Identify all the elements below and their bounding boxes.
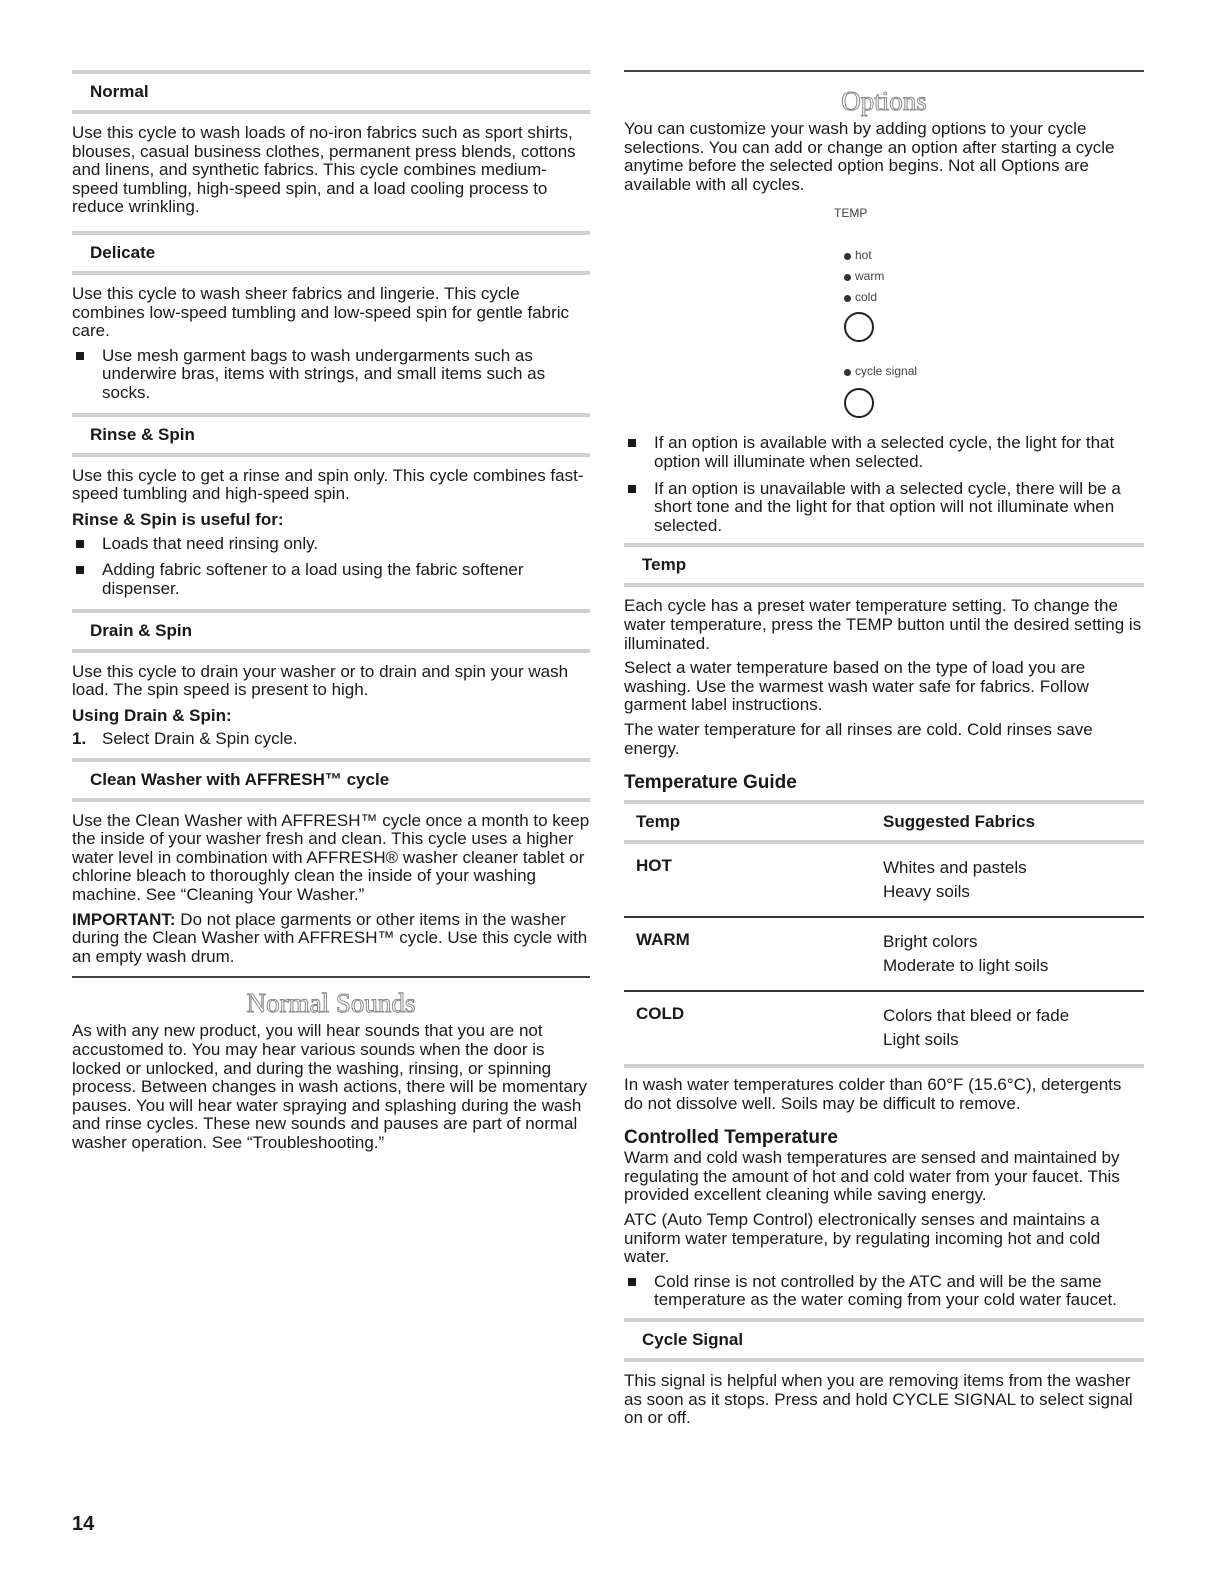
list-item: Loads that need rinsing only.	[72, 535, 590, 554]
bullet-square-icon	[628, 485, 636, 493]
temp-text-3: The water temperature for all rinses are cold. Cold rinses save energy.	[624, 719, 1093, 758]
controlled-bullets	[624, 1273, 1144, 1310]
list-item: If an option is available with a selected cycle, the light for that option will illuminate when selected.	[624, 434, 1144, 471]
temperature-guide-heading: Temperature Guide	[624, 772, 1144, 804]
left-column	[72, 70, 590, 1153]
temp-text-1: Each cycle has a preset water temperature setting. To change the water temperature, press the TEMP button until the desired setting is illuminated.	[624, 596, 1142, 653]
bullet-square-icon	[628, 439, 636, 447]
indicator-light-icon	[844, 369, 851, 376]
table-row: COLD Colors that bleed or fade Light soils	[624, 991, 1144, 1066]
drain-spin-steps	[72, 729, 590, 748]
controlled-temperature-heading: Controlled Temperature	[624, 1127, 838, 1149]
list-item: 1. Select Drain & Spin cycle.	[72, 728, 298, 748]
controlled-text-2: ATC (Auto Temp Control) electronically senses and maintains a uniform water temperature, by regulating incoming hot and cold water.	[624, 1210, 1101, 1267]
cycle-signal-heading: Cycle Signal	[624, 1318, 1144, 1362]
table-header-row	[624, 804, 1144, 842]
list-item: Use mesh garment bags to wash undergarments such as underwire bras, items with strings, and small items such as socks.	[72, 347, 590, 403]
column-header-temp: Temp	[624, 804, 883, 842]
table-row: HOT Whites and pastels Heavy soils	[624, 842, 1144, 917]
list-item: If an option is unavailable with a selected cycle, there will be a short tone and the light for that option will not illuminate when selected.	[624, 480, 1144, 536]
column-header-fabrics: Suggested Fabrics	[883, 804, 1144, 842]
rinse-spin-text: Use this cycle to get a rinse and spin only. This cycle combines fast-speed tumbling and high-speed spin.	[72, 465, 584, 504]
drain-spin-text: Use this cycle to drain your washer or to drain and spin your wash load. The spin speed is present to high.	[72, 661, 569, 700]
indicator-light-icon	[844, 295, 851, 302]
indicator-light-icon	[844, 274, 851, 281]
options-text: You can customize your wash by adding options to your cycle selections. You can add or change an option after starting a cycle anytime before the selected option begins. Not all Options are available with all cycles.	[624, 119, 1115, 194]
options-title: Options	[841, 86, 927, 116]
rinse-spin-heading: Rinse & Spin	[72, 413, 590, 457]
temp-hot-indicator: hot	[844, 248, 872, 262]
temperature-guide-table	[624, 804, 1144, 1068]
normal-text: Use this cycle to wash loads of no-iron fabrics such as sport shirts, blouses, casual business clothes, permanent press blends, cottons and linens, and synthetic fabrics. This cycle combines medium-speed tumbling, high-speed spin, and a load cooling process to reduce wrinkling.	[72, 123, 576, 217]
list-item: Adding fabric softener to a load using the fabric softener dispenser.	[72, 561, 590, 598]
rinse-spin-bullets	[72, 535, 590, 599]
cycle-signal-indicator: cycle signal	[844, 364, 917, 378]
cycle-signal-text: This signal is helpful when you are removing items from the washer as soon as it stops. Press and hold CYCLE SIGNAL to select signal on or off.	[624, 1371, 1133, 1428]
normal-heading: Normal	[72, 70, 590, 114]
indicator-light-icon	[844, 253, 851, 260]
delicate-bullets	[72, 347, 590, 403]
normal-sounds-text: As with any new product, you will hear sounds that you are not accustomed to. You may hear various sounds when the door is locked or unlocked, and during the washing, rinsing, or spinning process. Between changes in wash actions, there will be momentary pauses. You will hear water spraying and splashing during the wash and rinse cycles. These new sounds and pauses are part of normal washer operation. See “Troubleshooting.”	[72, 1021, 587, 1152]
control-panel-illustration	[624, 194, 1144, 434]
list-item: Cold rinse is not controlled by the ATC and will be the same temperature as the water coming from your cold water faucet.	[624, 1273, 1144, 1310]
controlled-text-1: Warm and cold wash temperatures are sensed and maintained by regulating the amount of hot and cold water from your faucet. This provided excellent cleaning while saving energy.	[624, 1148, 1120, 1205]
bullet-square-icon	[76, 352, 84, 360]
clean-washer-heading: Clean Washer with AFFRESH™ cycle	[72, 758, 590, 802]
clean-washer-important: IMPORTANT: Do not place garments or other items in the washer during the Clean Washer with AFFRESH™ cycle. Use this cycle with an empty wash drum.	[72, 909, 588, 966]
cycle-signal-button-icon	[844, 388, 874, 418]
temp-text-2: Select a water temperature based on the type of load you are washing. Use the warmest wash water safe for fabrics. Follow garment label instructions.	[624, 658, 1089, 715]
section-divider	[72, 976, 590, 978]
bullet-square-icon	[76, 540, 84, 548]
drain-spin-heading: Drain & Spin	[72, 609, 590, 653]
normal-sounds-title: Normal Sounds	[246, 988, 416, 1019]
bullet-square-icon	[76, 566, 84, 574]
option-bullets	[624, 434, 1144, 535]
section-divider	[624, 70, 1144, 72]
clean-washer-text: Use the Clean Washer with AFFRESH™ cycle once a month to keep the inside of your washer fresh and clean. This cycle uses a higher water level in combination with AFFRESH® washer cleaner tablet or chlorine bleach to thoroughly clean the inside of your washing machine. See “Cleaning Your Washer.”	[72, 810, 590, 905]
delicate-text: Use this cycle to wash sheer fabrics and lingerie. This cycle combines low-speed tumbling and low-speed spin for gentle fabric care.	[72, 283, 570, 341]
temp-heading: Temp	[624, 543, 1144, 587]
temperature-note: In wash water temperatures colder than 60°F (15.6°C), detergents do not dissolve well. Soils may be difficult to remove.	[624, 1075, 1122, 1113]
rinse-spin-subheading: Rinse & Spin is useful for:	[72, 509, 284, 529]
temp-button-icon	[844, 312, 874, 342]
temp-panel-label: TEMP	[834, 206, 868, 221]
page-number: 14	[72, 1513, 95, 1535]
temp-cold-indicator: cold	[844, 290, 877, 304]
drain-spin-subheading: Using Drain & Spin:	[72, 705, 232, 725]
right-column	[624, 70, 1144, 1428]
table-row: WARM Bright colors Moderate to light soils	[624, 917, 1144, 991]
delicate-heading: Delicate	[72, 231, 590, 275]
bullet-square-icon	[628, 1278, 636, 1286]
temp-warm-indicator: warm	[844, 269, 884, 283]
